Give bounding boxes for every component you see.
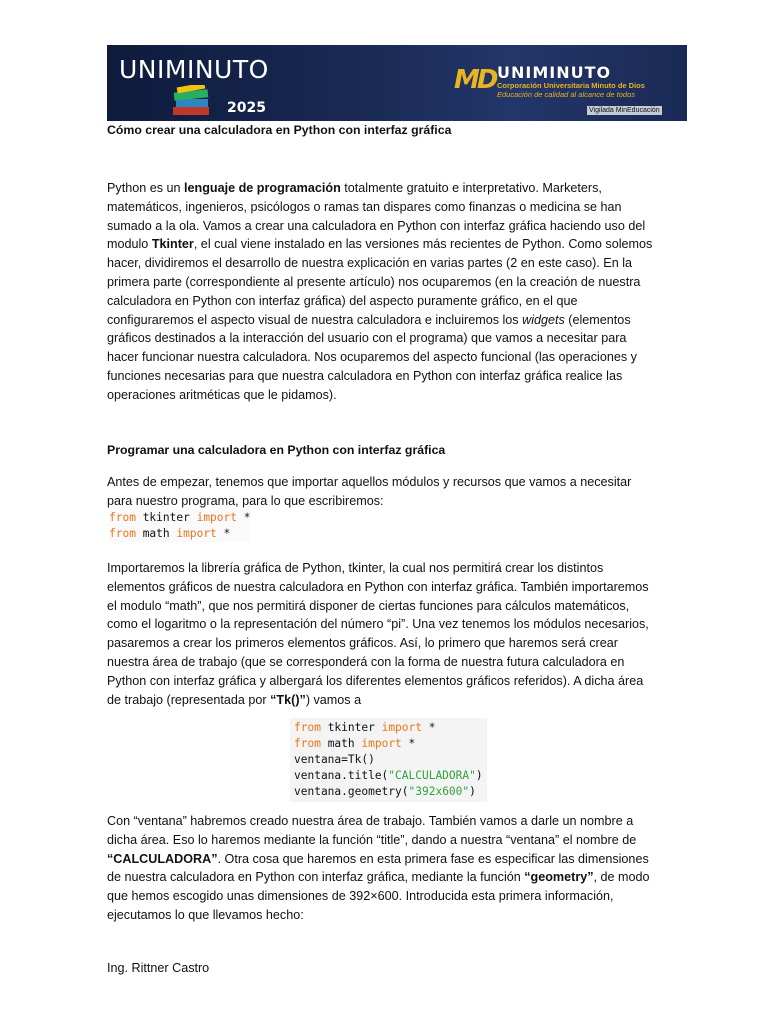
books-icon bbox=[171, 85, 213, 117]
md-logo: MD bbox=[454, 65, 496, 95]
uniminuto-logo-text: UNIMINUTO bbox=[119, 55, 269, 84]
brand-line-1: Corporación Universitaria Minuto de Dios bbox=[497, 81, 645, 90]
code-block-imports bbox=[109, 510, 250, 542]
ventana-paragraph: Con “ventana” habremos creado nuestra área de trabajo. También vamos a darle un nombre a dicha área. Eso lo haremos mediante la función “title”, dando a nuestra “ventana” el nombre de “CALCULADORA”. Otra cosa que haremos en esta primera fase es especificar las dimensiones de nuestra calculadora en Python con interfaz gráfica, mediante la función “geometry”, de modo que hemos escogido unas dimensiones de 392×600. Introducida esta primera información, ejecutamos lo que llevamos hecho: bbox=[107, 814, 650, 922]
code-line: from math import * bbox=[109, 527, 231, 540]
code-line: ventana.geometry("392x600") bbox=[294, 785, 476, 798]
code-line: ventana.title("CALCULADORA") bbox=[294, 769, 483, 782]
banner-year: 2025 bbox=[227, 100, 266, 116]
code-line: from tkinter import * bbox=[109, 511, 251, 524]
section-heading: Programar una calculadora en Python con interfaz gráfica bbox=[107, 443, 446, 457]
header-banner bbox=[107, 45, 687, 121]
code-line: from tkinter import * bbox=[294, 721, 436, 734]
code-line: from math import * bbox=[294, 737, 416, 750]
code-line: ventana=Tk() bbox=[294, 753, 375, 766]
brand-name: UNIMINUTO bbox=[497, 63, 612, 82]
import-paragraph: Importaremos la librería gráfica de Python, tkinter, la cual nos permitirá crear los distintos elementos gráficos de nuestra calculadora en Python con interfaz gráfica. También importaremos el modulo “math”, que nos permitirá disponer de ciertas funciones para cálculos matemáticos, como el logaritmo o la representación del número “pi”. Una vez tenemos los módulos necesarios, pasaremos a crear los primeros elementos gráficos. Así, lo primero que haremos será crear nuestra área de trabajo (que se corresponderá con la forma de nuestra futura calculadora en Python con interfaz gráfica y albergará los diferentes elementos gráficos referidos). A dicha área de trabajo (representada por “Tk()”) vamos a bbox=[107, 561, 649, 707]
brand-line-3: Vigilada MinEducación bbox=[589, 107, 660, 114]
code-block-ventana bbox=[290, 718, 487, 802]
intro-paragraph: Python es un lenguaje de programación totalmente gratuito e interpretativo. Marketers, matemáticos, ingenieros, psicólogos o ramas tan dispares como finanzas o medicina se han sumado a la ola. Vamos a crear una calculadora en Python con interfaz gráfica haciendo uso del modulo Tkinter, el cual viene instalado en las versiones más recientes de Python. Como solemos hacer, dividiremos el desarrollo de nuestra explicación en varias partes (2 en este caso). En la primera parte (correspondiente al presente artículo) nos ocuparemos (en la creación de nuestra calculadora en Python con interfaz gráfica) del aspecto puramente gráfico, en el que configuraremos el aspecto visual de nuestra calculadora e incluiremos los widgets (elementos gráficos destinados a la interacción del usuario con el programa) que vamos a necesitar para hacer funcionar nuestra calculadora. Nos ocuparemos del aspecto funcional (las operaciones y funciones necesarias para que nuestra calculadora en Python con interfaz gráfica realice las operaciones aritméticas que le pidamos). bbox=[107, 181, 653, 402]
footer-author: Ing. Rittner Castro bbox=[107, 961, 210, 975]
brand-line-2: Educación de calidad al alcance de todos bbox=[497, 90, 636, 99]
before-paragraph: Antes de empezar, tenemos que importar aquellos módulos y recursos que vamos a necesitar para nuestro programa, para lo que escribiremos: bbox=[107, 475, 632, 508]
document-title: Cómo crear una calculadora en Python con interfaz gráfica bbox=[107, 123, 452, 137]
uniminuto-brand bbox=[497, 65, 662, 117]
